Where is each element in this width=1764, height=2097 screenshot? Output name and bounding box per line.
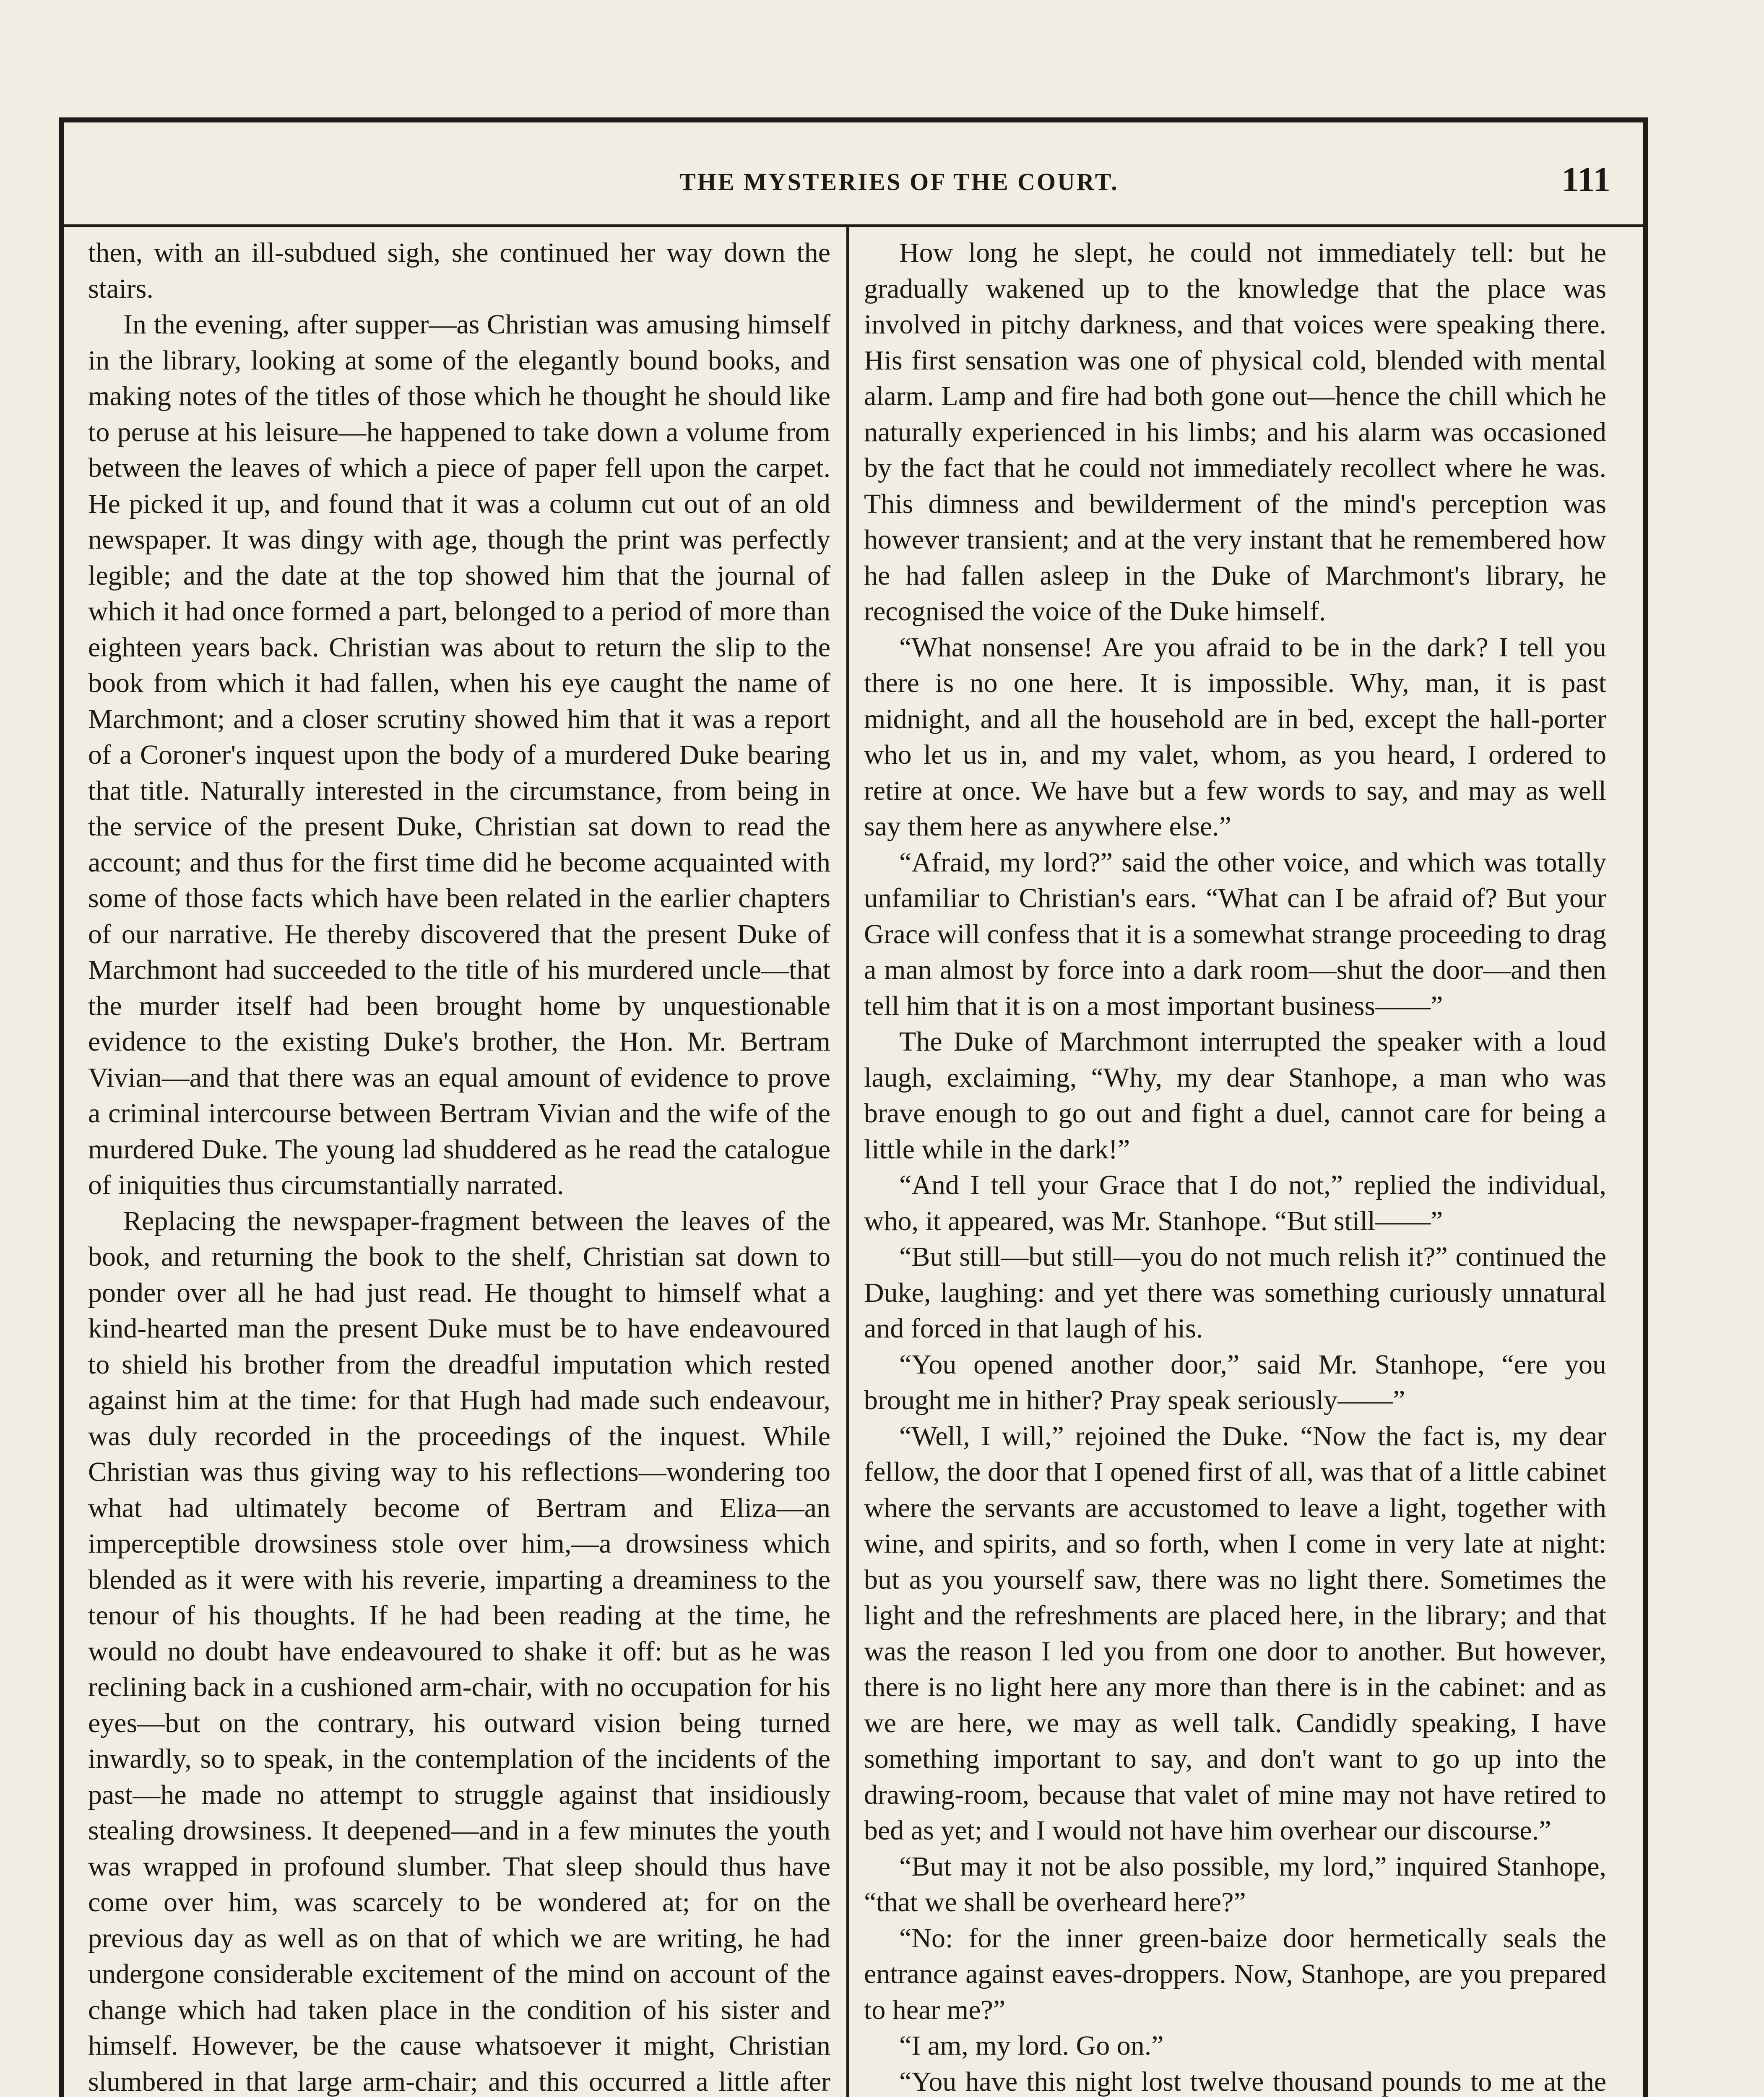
paragraph: The Duke of Marchmont interrupted the speaker with a loud laugh, exclaiming, “Why, my dear Stanhope, a man who was brave enough to go out and fight a duel, cannot care for being a little while in the dark!” <box>864 1026 1606 1165</box>
right-column <box>864 235 1606 2097</box>
paragraph: “What nonsense! Are you afraid to be in the dark? I tell you there is no one here. It is impossible. Why, man, it is past midnight, and all the household are in bed, except the hall-porter who let us in, and my valet, whom, as you heard, I ordered to retire at once. We have but a few words to say, and may as well say them here as anywhere else.” <box>864 632 1606 842</box>
page-number: 111 <box>1561 160 1610 199</box>
paragraph: How long he slept, he could not immediately tell: but he gradually wakened up to the knowledge that the place was involved in pitchy darkness, and that voices were speaking there. His first sensation was one of physical cold, blended with mental alarm. Lamp and fire had both gone out—hence the chill which he naturally experienced in his limbs; and his alarm was occasioned by the fact that he could not immediately recollect where he was. This dimness and bewilderment of the mind's perception was however transient; and at the very instant that he remembered how he had fallen asleep in the Duke of Marchmont's library, he recognised the voice of the Duke himself. <box>864 237 1606 627</box>
running-title: THE MYSTERIES OF THE COURT. <box>679 168 1119 195</box>
paragraph: “I am, my lord. Go on.” <box>899 2030 1164 2061</box>
column-divider <box>846 227 849 2097</box>
paragraph: “And I tell your Grace that I do not,” replied the individual, who, it appeared, was Mr. Stanhope. “But still——” <box>864 1170 1606 1236</box>
paragraph: Replacing the newspaper-fragment between the leaves of the book, and returning the book to the shelf, Christian sat down to ponder over all he had just read. He thought to himself what a kind-hearted man the present Duke must be to have endeavoured to shield his brother from the dreadful imputation which rested against him at the time: for that Hugh had made such endeavour, was duly recorded in the proceedings of the inquest. While Christian was thus giving way to his reflections—wondering too what had ultimately become of Bertram and Eliza—an imperceptible drowsiness stole over him,—a drowsiness which blended as it were with his reverie, imparting a dreaminess to the tenour of his thoughts. If he had been reading at the time, he would no doubt have endeavoured to shake it off: but as he was reclining back in a cushioned arm-chair, with no occupation for his eyes—but on the contrary, his outward vision being turned inwardly, so to speak, in the contemplation of the incidents of the past—he made no attempt to struggle against that insidiously stealing drowsiness. It deepened—and in a few minutes the youth was wrapped in profound slumber. That sleep should thus have come over him, was scarcely to be wondered at; for on the previous day as well as on that of which we are writing, he had undergone considerable excitement of the mind on account of the change which had taken place in the condition of his sister and himself. However, be the cause whatsoever it might, Christian slumbered in that large arm-chair; and this occurred a little after <box>88 1205 830 2097</box>
paragraph: then, with an ill-subdued sigh, she continued her way down the stairs. <box>88 237 830 304</box>
paragraph: “You opened another door,” said Mr. Stanhope, “ere you brought me in hither? Pray speak seriously——” <box>864 1349 1606 1415</box>
left-column <box>88 235 830 2097</box>
paragraph: “But may it not be also possible, my lord,” inquired Stanhope, “that we shall be overheard here?” <box>864 1851 1606 1917</box>
running-header <box>59 117 1648 206</box>
paragraph: “No: for the inner green-baize door hermetically seals the entrance against eaves-droppers. Now, Stanhope, are you prepared to hear me?” <box>864 1923 1606 2025</box>
paragraph: “Well, I will,” rejoined the Duke. “Now the fact is, my dear fellow, the door that I opened first of all, was that of a little cabinet where the servants are accustomed to leave a light, together with wine, and spirits, and so forth, when I come in very late at night: but as you yourself saw, there was no light there. Sometimes the light and the refreshments are placed here, in the library; and that was the reason I led you from one door to another. But however, there is no light here any more than there is in the cabinet: and as we are here, we may as well talk. Candidly speaking, I have something important to say, and don't want to go up into the drawing-room, because that valet of mine may not have retired to bed as yet; and I would not have him overhear our discourse.” <box>864 1421 1606 1846</box>
paragraph: “But still—but still—you do not much relish it?” continued the Duke, laughing: and yet there was something curiously unnatural and forced in that laugh of his. <box>864 1241 1606 1344</box>
paragraph: In the evening, after supper—as Christian was amusing himself in the library, looking at some of the elegantly bound books, and making notes of the titles of those which he thought he should like to peruse at his leisure—he happened to take down a volume from between the leaves of which a piece of paper fell upon the carpet. He picked it up, and found that it was a column cut out of an old newspaper. It was dingy with age, though the print was perfectly legible; and the date at the top showed him that the journal of which it had once formed a part, belonged to a period of more than eighteen years back. Christian was about to return the slip to the book from which it had fallen, when his eye caught the name of Marchmont; and a closer scrutiny showed him that it was a report of a Coroner's inquest upon the body of a murdered Duke bearing that title. Naturally interested in the circumstance, from being in the service of the present Duke, Christian sat down to read the account; and thus for the first time did he become acquainted with some of those facts which have been related in the earlier chapters of our narrative. He thereby discovered that the present Duke of Marchmont had succeeded to the title of his murdered uncle—that the murder itself had been brought home by unquestionable evidence to the existing Duke's brother, the Hon. Mr. Bertram Vivian—and that there was an equal amount of evidence to prove a criminal intercourse between Bertram Vivian and the wife of the murdered Duke. The young lad shuddered as he read the catalogue of iniquities thus circumstantially narrated. <box>88 309 830 1200</box>
header-rule <box>59 224 1648 227</box>
paragraph: “You have this night lost twelve thousand pounds to me at the <box>899 2066 1606 2097</box>
paragraph: “Afraid, my lord?” said the other voice, and which was totally unfamiliar to Christian's ears. “What can I be afraid of? But your Grace will confess that it is a somewhat strange proceeding to drag a man almost by force into a dark room—shut the door—and then tell him that it is on a most important business——” <box>864 847 1606 1021</box>
